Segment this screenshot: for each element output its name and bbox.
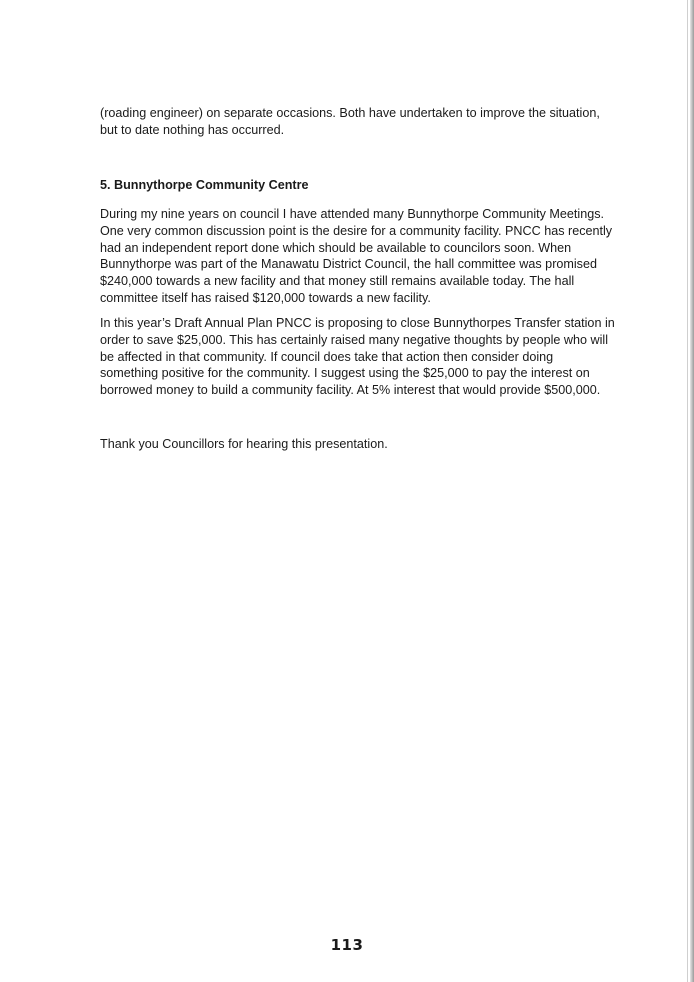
body-paragraph-1 — [100, 206, 613, 307]
text-line: During my nine years on council I have attended many Bunnythorpe Community Meetings. — [100, 207, 605, 221]
body-paragraph-2 — [100, 315, 615, 399]
text-line: In this year’s Draft Annual Plan PNCC is proposing to close Bunnythorpes Transfer station in — [100, 316, 615, 330]
text-line: committee itself has raised $120,000 towards a new facility. — [100, 290, 431, 305]
scan-edge-line — [687, 0, 688, 982]
text-line: had an independent report done which should be available to councilors soon. When — [100, 240, 572, 255]
text-line: something positive for the community. I suggest using the $25,000 to pay the interest on — [100, 366, 590, 381]
closing-line — [100, 436, 600, 453]
text-line: order to save $25,000. This has certainly raised many negative thoughts by people who will — [100, 332, 609, 347]
text-line: One very common discussion point is the desire for a community facility. PNCC has recently — [100, 223, 613, 238]
page-number: 113 — [330, 936, 364, 954]
text-line: $240,000 towards a new facility and that money still remains available today. The hall — [100, 274, 575, 289]
scan-edge-shadow — [690, 0, 694, 982]
text-line: but to date nothing has occurred. — [100, 122, 285, 137]
text-line: (roading engineer) on separate occasions. Both have undertaken to improve the situation, — [100, 106, 600, 120]
text-line: Thank you Councillors for hearing this presentation. — [100, 437, 388, 451]
text-line: Bunnythorpe was part of the Manawatu District Council, the hall committee was promised — [100, 257, 597, 272]
continuation-paragraph — [100, 105, 600, 139]
text-line: borrowed money to build a community facility. At 5% interest that would provide $500,000. — [100, 383, 601, 398]
text-line: be affected in that community. If council does take that action then consider doing — [100, 349, 554, 364]
section-heading: 5. Bunnythorpe Community Centre — [100, 178, 309, 192]
